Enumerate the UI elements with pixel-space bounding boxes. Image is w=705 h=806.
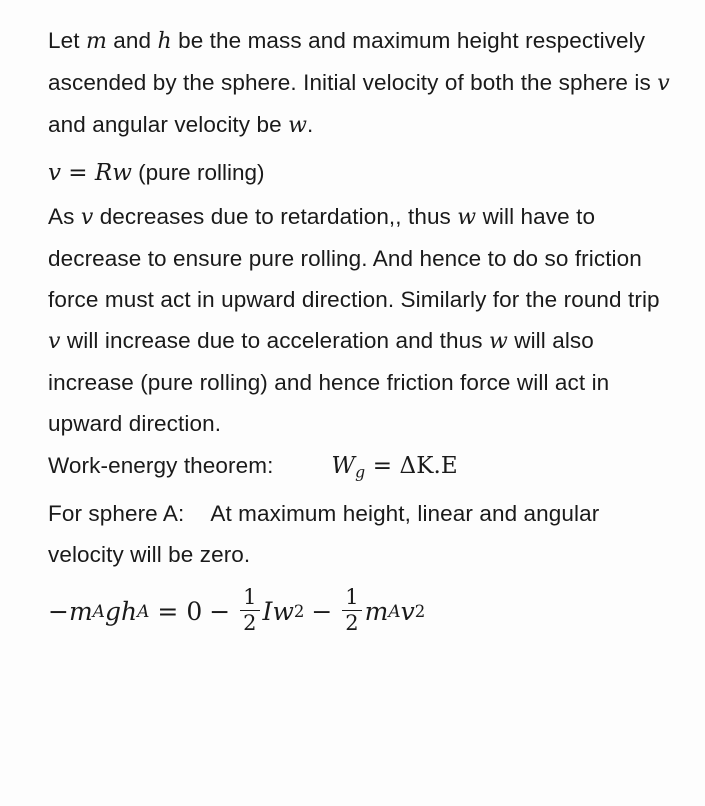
text-fragment: friction force will act in upward direction. xyxy=(48,370,610,436)
fraction-denominator: 2 xyxy=(342,610,361,635)
symbol-velocity: v xyxy=(657,71,670,96)
text-fragment: decreases due to retardation,, thus xyxy=(93,204,458,229)
text-fragment: Let xyxy=(48,28,86,53)
text-fragment: upward direction. Similarly for the round trip xyxy=(221,287,660,312)
subscript-a: A xyxy=(137,601,150,622)
paragraph-definitions xyxy=(48,20,673,146)
subscript-a: A xyxy=(92,601,105,622)
text-fragment: will have to decrease to ensure pure rolling. xyxy=(48,204,596,271)
work-energy-theorem-line xyxy=(48,445,673,492)
paragraph-sphere-a xyxy=(48,493,673,575)
text-fragment: will also increase (pure rolling) and hence xyxy=(48,328,594,395)
text-fragment: and xyxy=(106,28,158,53)
text-fragment: will increase due to acceleration and thus xyxy=(60,328,483,353)
text-fragment: angular velocity be xyxy=(92,112,289,137)
exponent-two: 2 xyxy=(293,602,305,622)
symbol-velocity: v xyxy=(400,597,415,627)
fraction-numerator: 1 xyxy=(345,585,359,610)
symbol-angular-velocity: w xyxy=(288,113,308,138)
exponent-two: 2 xyxy=(414,602,426,622)
work-energy-theorem-label: Work-energy theorem: xyxy=(48,453,274,478)
fraction-one-half xyxy=(342,586,361,634)
symbol-work-gravity: W xyxy=(331,453,356,479)
paragraph-friction-reasoning xyxy=(48,196,673,444)
minus-sign: − xyxy=(48,597,69,627)
symbol-angular-velocity: w xyxy=(457,205,477,230)
work-energy-equation xyxy=(331,453,458,482)
equation-note: (pure rolling) xyxy=(138,160,265,185)
text-fragment: and xyxy=(48,112,86,137)
fraction-numerator: 1 xyxy=(243,585,257,610)
symbol-mass: m xyxy=(68,597,93,627)
text-fragment: . xyxy=(307,112,314,137)
final-energy-equation xyxy=(48,587,673,635)
symbol-angular-velocity: w xyxy=(272,597,294,627)
equation-pure-rolling: v = Rw xyxy=(48,160,132,186)
fraction-denominator: 2 xyxy=(240,610,259,635)
minus-sign: − xyxy=(209,597,231,627)
text-fragment: As xyxy=(48,204,81,229)
subscript-g: g xyxy=(355,462,366,482)
symbol-moment-of-inertia: I xyxy=(262,597,273,627)
symbol-velocity: v xyxy=(48,329,61,354)
symbol-mass: m xyxy=(85,29,107,54)
symbol-gravity: g xyxy=(104,597,121,627)
zero-value: 0 xyxy=(186,597,203,627)
equation-pure-rolling-line xyxy=(48,152,673,194)
sphere-a-label: For sphere A: xyxy=(48,501,185,527)
fraction-one-half xyxy=(240,586,259,634)
equals-sign: = xyxy=(365,453,400,479)
symbol-velocity: v xyxy=(80,205,94,230)
text-fragment: and angular velocity will be zero. xyxy=(48,501,600,568)
text-fragment: Initial velocity of both the sphere is xyxy=(303,70,658,95)
text-fragment: height respectively ascended by the sphere. xyxy=(48,28,646,95)
symbol-angular-velocity: w xyxy=(488,329,508,354)
equals-sign: = xyxy=(157,597,179,627)
text-fragment: be the mass and maximum xyxy=(171,28,451,53)
symbol-height: h xyxy=(157,29,172,54)
delta-kinetic-energy: ΔK.E xyxy=(399,453,458,479)
symbol-height: h xyxy=(120,597,138,627)
subscript-a: A xyxy=(388,601,401,622)
minus-sign: − xyxy=(311,597,333,627)
text-fragment: At maximum height, linear xyxy=(210,501,473,527)
text-fragment: And hence to do so friction force must act in xyxy=(48,246,642,312)
symbol-mass: m xyxy=(364,597,389,627)
